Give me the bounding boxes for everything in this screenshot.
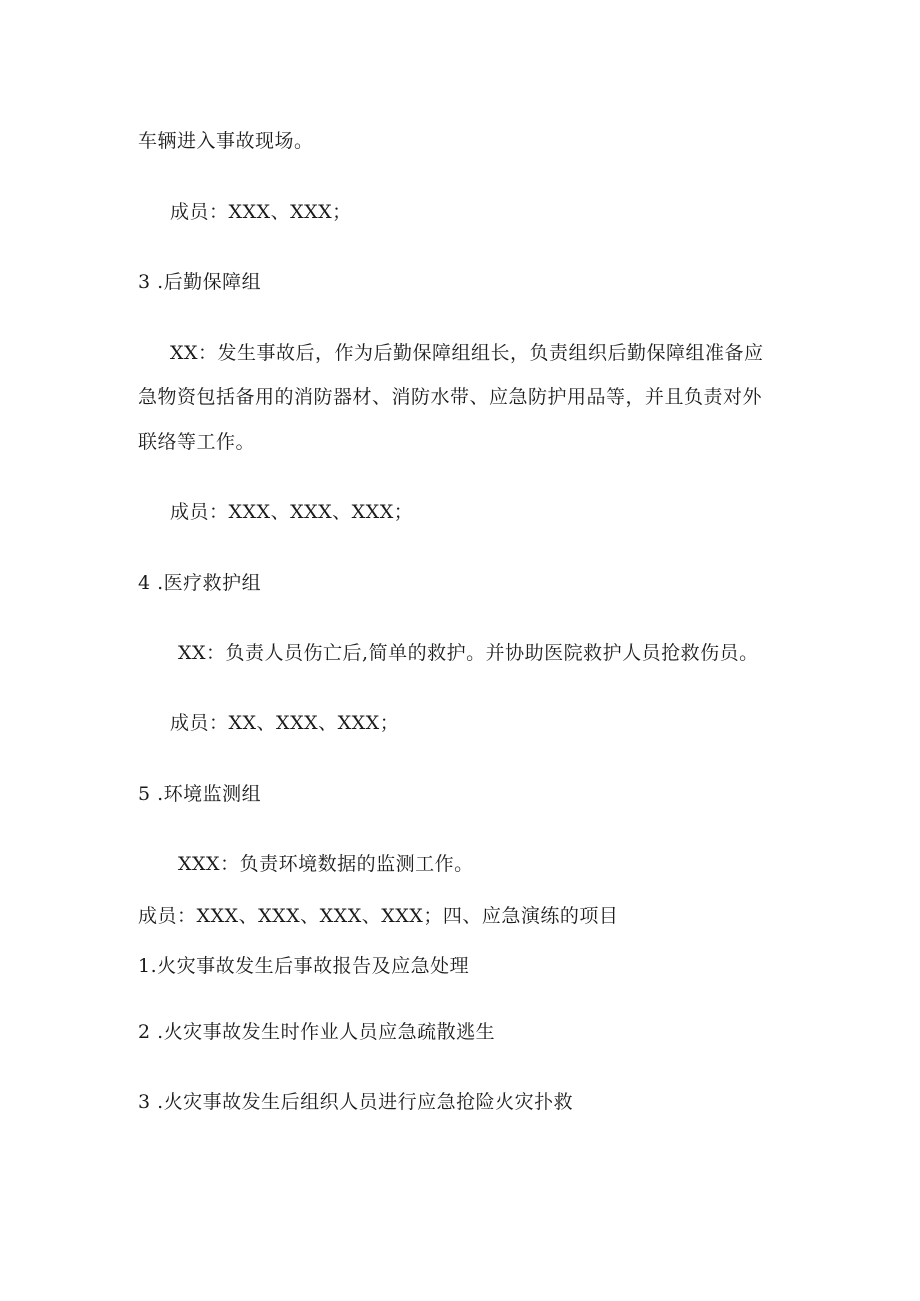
drill-item-1: 1.火灾事故发生后事故报告及应急处理 [138, 955, 470, 977]
members-line-environment: 成员：XXX、XXX、XXX、XXX；四、应急演练的项目 [138, 905, 619, 927]
members-line-medical: 成员：XX、XXX、XXX； [170, 712, 400, 734]
heading-logistics-group: 3 .后勤保障组 [138, 271, 262, 293]
drill-item-2: 2 .火灾事故发生时作业人员应急疏散逃生 [138, 1021, 496, 1043]
text-line-continuation: 车辆进入事故现场。 [138, 130, 314, 152]
medical-duty-line: XX：负责人员伤亡后,简单的救护。并协助医院救护人员抢救伤员。 [178, 642, 759, 664]
members-line-logistics: 成员：XXX、XXX、XXX； [170, 501, 414, 523]
heading-environment-group: 5 .环境监测组 [138, 783, 262, 805]
logistics-duty-line1: XX：发生事故后，作为后勤保障组组长，负责组织后勤保障组准备应 [170, 342, 764, 364]
members-line-group2: 成员：XXX、XXX； [170, 201, 352, 223]
drill-item-3: 3 .火灾事故发生后组织人员进行应急抢险火灾扑救 [138, 1091, 574, 1113]
environment-duty-line: XXX：负责环境数据的监测工作。 [178, 853, 474, 875]
logistics-duty-line3: 联络等工作。 [138, 431, 256, 453]
logistics-duty-line2: 急物资包括备用的消防器材、消防水带、应急防护用品等，并且负责对外 [138, 386, 763, 408]
heading-medical-group: 4 .医疗救护组 [138, 572, 262, 594]
